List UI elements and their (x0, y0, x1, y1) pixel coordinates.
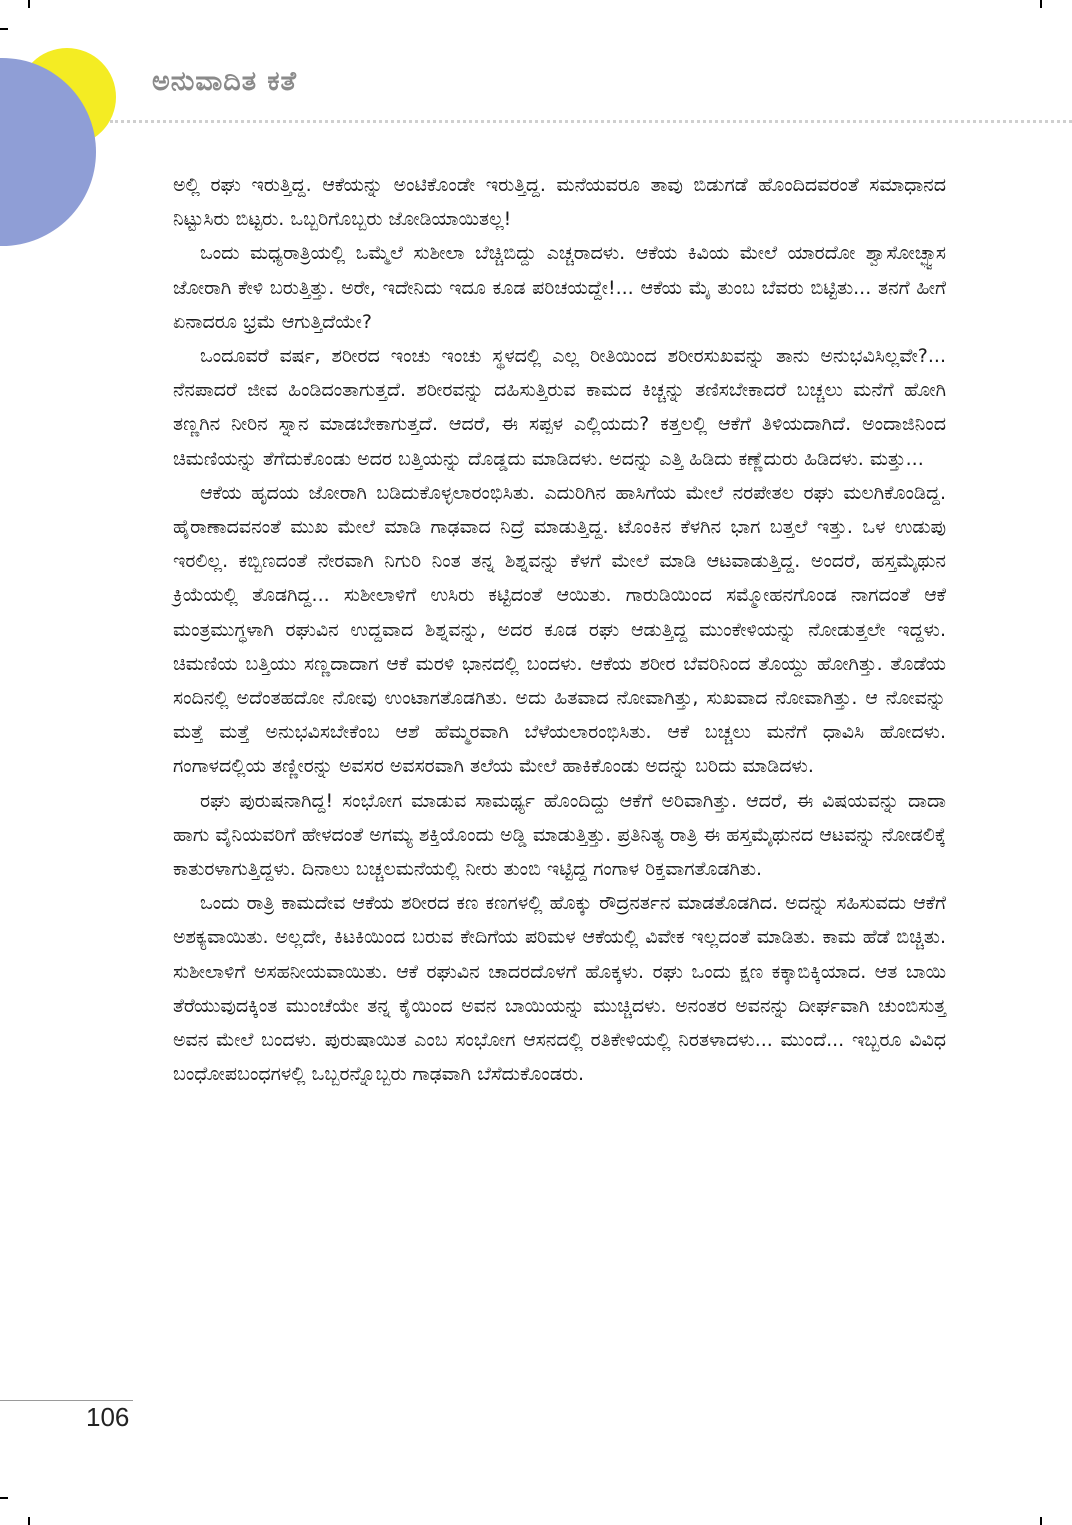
crop-mark-bottom-left (28, 1517, 30, 1525)
crop-mark-bottom-right (1040, 1517, 1042, 1525)
header-dotted-divider (110, 120, 1072, 123)
paragraph: ಅಲ್ಲಿ ರಘು ಇರುತ್ತಿದ್ದ. ಆಕೆಯನ್ನು ಅಂಟಿಕೊಂಡೇ ಇರುತ್ತಿದ್ದ. ಮನೆಯವರೂ ತಾವು ಬಿಡುಗಡೆ ಹೊಂದಿದವರಂತೆ ಸಮಾಧಾನದ ನಿಟ್ಟುಸಿರು ಬಿಟ್ಟರು. ಒಬ್ಬರಿಗೊಬ್ಬರು ಜೋಡಿಯಾಯಿತಲ್ಲ! (173, 174, 946, 231)
paragraph: ರಘು ಪುರುಷನಾಗಿದ್ದ! ಸಂಭೋಗ ಮಾಡುವ ಸಾಮರ್ಥ್ಯ ಹೊಂದಿದ್ದು ಆಕೆಗೆ ಅರಿವಾಗಿತ್ತು. ಆದರೆ, ಈ ವಿಷಯವನ್ನು ದಾದಾ ಹಾಗು ವೈನಿಯವರಿಗೆ ಹೇಳದಂತೆ ಅಗಮ್ಯ ಶಕ್ತಿಯೊಂದು ಅಡ್ಡಿ ಮಾಡುತ್ತಿತ್ತು. ಪ್ರತಿನಿತ್ಯ ರಾತ್ರಿ ಈ ಹಸ್ತಮೈಥುನದ ಆಟವನ್ನು ನೋಡಲಿಕ್ಕೆ ಕಾತುರಳಾಗುತ್ತಿದ್ದಳು. ದಿನಾಲು ಬಚ್ಚಲಮನೆಯಲ್ಲಿ ನೀರು ತುಂಬಿ ಇಟ್ಟಿದ್ದ ಗಂಗಾಳ ರಿಕ್ತವಾಗತೊಡಗಿತು. (173, 789, 946, 881)
crop-mark-top-right (1040, 0, 1042, 8)
section-title: ಅನುವಾದಿತ ಕತೆ (152, 66, 297, 97)
paragraph: ಆಕೆಯ ಹೃದಯ ಜೋರಾಗಿ ಬಡಿದುಕೊಳ್ಳಲಾರಂಭಿಸಿತು. ಎದುರಿಗಿನ ಹಾಸಿಗೆಯ ಮೇಲೆ ನರಪೇತಲ ರಘು ಮಲಗಿಕೊಂಡಿದ್ದ. ಹೈರಾಣಾದವನಂತೆ ಮುಖ ಮೇಲೆ ಮಾಡಿ ಗಾಢವಾದ ನಿದ್ರೆ ಮಾಡುತ್ತಿದ್ದ. ಟೊಂಕಿನ ಕೆಳಗಿನ ಭಾಗ ಬತ್ತಲೆ ಇತ್ತು. ಒಳ ಉಡುಪು ಇರಲಿಲ್ಲ. ಕಬ್ಬಿಣದಂತೆ ನೇರವಾಗಿ ನಿಗುರಿ ನಿಂತ ತನ್ನ ಶಿಶ್ನವನ್ನು ಕೆಳಗೆ ಮೇಲೆ ಮಾಡಿ ಆಟವಾಡುತ್ತಿದ್ದ. ಅಂದರೆ, ಹಸ್ತಮೈಥುನ ಕ್ರಿಯೆಯಲ್ಲಿ ತೊಡಗಿದ್ದ... ಸುಶೀಲಾಳಿಗೆ ಉಸಿರು ಕಟ್ಟಿದಂತೆ ಆಯಿತು. ಗಾರುಡಿಯಿಂದ ಸಮ್ಮೋಹನಗೊಂಡ ನಾಗದಂತೆ ಆಕೆ ಮಂತ್ರಮುಗ್ಧಳಾಗಿ ರಘುವಿನ ಉದ್ದವಾದ ಶಿಶ್ನವನ್ನು, ಅದರ ಕೂಡ ರಘು ಆಡುತ್ತಿದ್ದ ಮುಂಕೇಳಿಯನ್ನು ನೋಡುತ್ತಲೇ ಇದ್ದಳು. ಚಿಮಣಿಯ ಬತ್ತಿಯು ಸಣ್ಣದಾದಾಗ ಆಕೆ ಮರಳಿ ಭಾನದಲ್ಲಿ ಬಂದಳು. ಆಕೆಯ ಶರೀರ ಬೆವರಿನಿಂದ ತೊಯ್ದು ಹೋಗಿತ್ತು. ತೊಡೆಯ ಸಂದಿನಲ್ಲಿ ಅದೆಂತಹದೋ ನೋವು ಉಂಟಾಗತೊಡಗಿತು. ಅದು ಹಿತವಾದ ನೋವಾಗಿತ್ತು, ಸುಖವಾದ ನೋವಾಗಿತ್ತು. ಆ ನೋವನ್ನು ಮತ್ತೆ ಮತ್ತೆ ಅನುಭವಿಸಬೇಕೆಂಬ ಆಶೆ ಹೆಮ್ಮರವಾಗಿ ಬೆಳೆಯಲಾರಂಭಿಸಿತು. ಆಕೆ ಬಚ್ಚಲು ಮನೆಗೆ ಧಾವಿಸಿ ಹೋದಳು. ಗಂಗಾಳದಲ್ಲಿಯ ತಣ್ಣೀರನ್ನು ಅವಸರ ಅವಸರವಾಗಿ ತಲೆಯ ಮೇಲೆ ಹಾಕಿಕೊಂಡು ಅದನ್ನು ಬರಿದು ಮಾಡಿದಳು. (173, 481, 946, 778)
crop-mark-left-top (0, 28, 8, 30)
paragraph: ಒಂದೂವರೆ ವರ್ಷ, ಶರೀರದ ಇಂಚು ಇಂಚು ಸ್ಥಳದಲ್ಲಿ ಎಲ್ಲ ರೀತಿಯಿಂದ ಶರೀರಸುಖವನ್ನು ತಾನು ಅನುಭವಿಸಿಲ್ಲವೇ?... ನೆನಪಾದರೆ ಜೀವ ಹಿಂಡಿದಂತಾಗುತ್ತದೆ. ಶರೀರವನ್ನು ದಹಿಸುತ್ತಿರುವ ಕಾಮದ ಕಿಚ್ಚನ್ನು ತಣಿಸಬೇಕಾದರೆ ಬಚ್ಚಲು ಮನೆಗೆ ಹೋಗಿ ತಣ್ಣಗಿನ ನೀರಿನ ಸ್ನಾನ ಮಾಡಬೇಕಾಗುತ್ತದೆ. ಆದರೆ, ಈ ಸಪ್ಪಳ ಎಲ್ಲಿಯದು? ಕತ್ತಲಲ್ಲಿ ಆಕೆಗೆ ತಿಳಿಯದಾಗಿದೆ. ಅಂದಾಜಿನಿಂದ ಚಿಮಣಿಯನ್ನು ತೆಗೆದುಕೊಂಡು ಅದರ ಬತ್ತಿಯನ್ನು ದೊಡ್ಡದು ಮಾಡಿದಳು. ಅದನ್ನು ಎತ್ತಿ ಹಿಡಿದು ಕಣ್ಣೆದುರು ಹಿಡಿದಳು. ಮತ್ತು... (173, 345, 946, 470)
paragraph: ಒಂದು ರಾತ್ರಿ ಕಾಮದೇವ ಆಕೆಯ ಶರೀರದ ಕಣ ಕಣಗಳಲ್ಲಿ ಹೊಕ್ಕು ರೌದ್ರನರ್ತನ ಮಾಡತೊಡಗಿದ. ಅದನ್ನು ಸಹಿಸುವದು ಆಕೆಗೆ ಅಶಕ್ಯವಾಯಿತು. ಅಲ್ಲದೇ, ಕಿಟಕಿಯಿಂದ ಬರುವ ಕೇದಿಗೆಯ ಪರಿಮಳ ಆಕೆಯಲ್ಲಿ ವಿವೇಕ ಇಲ್ಲದಂತೆ ಮಾಡಿತು. ಕಾಮ ಹೆಡೆ ಬಿಚ್ಚಿತು. ಸುಶೀಲಾಳಿಗೆ ಅಸಹನೀಯವಾಯಿತು. ಆಕೆ ರಘುವಿನ ಚಾದರದೊಳಗೆ ಹೊಕ್ಕಳು. ರಘು ಒಂದು ಕ್ಷಣ ಕಕ್ಕಾಬಿಕ್ಕಿಯಾದ. ಆತ ಬಾಯಿ ತೆರೆಯುವುದಕ್ಕಿಂತ ಮುಂಚೆಯೇ ತನ್ನ ಕೈಯಿಂದ ಅವನ ಬಾಯಿಯನ್ನು ಮುಚ್ಚಿದಳು. ಅನಂತರ ಅವನನ್ನು ದೀರ್ಘವಾಗಿ ಚುಂಬಿಸುತ್ತ ಅವನ ಮೇಲೆ ಬಂದಳು. ಪುರುಷಾಯಿತ ಎಂಬ ಸಂಭೋಗ ಆಸನದಲ್ಲಿ ರತಿಕೇಳಿಯಲ್ಲಿ ನಿರತಳಾದಳು... ಮುಂದೆ... ಇಬ್ಬರೂ ವಿವಿಧ ಬಂಧೋಪಬಂಧಗಳಲ್ಲಿ ಒಬ್ಬರನ್ನೊಬ್ಬರು ಗಾಢವಾಗಿ ಬೆಸೆದುಕೊಂಡರು. (173, 892, 946, 1086)
footer-divider (0, 1400, 133, 1401)
paragraph: ಒಂದು ಮಧ್ಯರಾತ್ರಿಯಲ್ಲಿ ಒಮ್ಮೆಲೆ ಸುಶೀಲಾ ಬೆಚ್ಚಿಬಿದ್ದು ಎಚ್ಚರಾದಳು. ಆಕೆಯ ಕಿವಿಯ ಮೇಲೆ ಯಾರದೋ ಶ್ವಾಸೋಚ್ಛ್ವಾಸ ಜೋರಾಗಿ ಕೇಳಿ ಬರುತ್ತಿತ್ತು. ಅರೇ, ಇದೇನಿದು ಇದೂ ಕೂಡ ಪರಿಚಯದ್ದೇ!... ಆಕೆಯ ಮೈ ತುಂಬ ಬೆವರು ಬಿಟ್ಟಿತು... ತನಗೆ ಹೀಗೆ ಏನಾದರೂ ಭ್ರಮೆ ಆಗುತ್ತಿದೆಯೇ? (173, 242, 946, 333)
page-number: 106 (86, 1402, 130, 1432)
crop-mark-left-bottom (0, 1497, 8, 1499)
crop-mark-top-left (28, 0, 30, 8)
story-body (173, 168, 946, 1091)
